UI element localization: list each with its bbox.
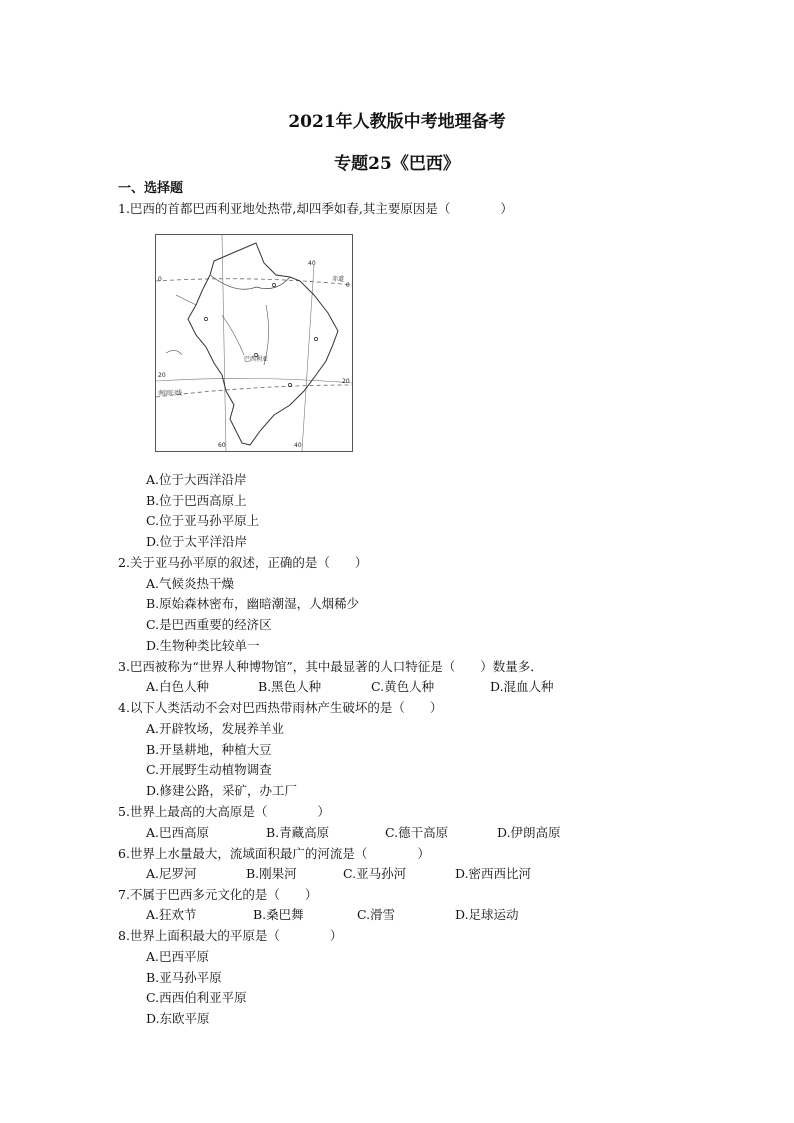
q5-option-a: A.巴西高原	[146, 825, 210, 840]
q4-option-c: C.开展野生动植物调查	[146, 762, 272, 777]
section-heading: 一、选择题	[118, 181, 184, 196]
tick-20-right: 20	[342, 378, 350, 385]
q8-option-a: A.巴西平原	[146, 949, 210, 964]
document-title: 2021年人教版中考地理备考	[288, 112, 506, 132]
document-subtitle: 专题25《巴西》	[334, 154, 460, 174]
q6-option-d: D.密西西比河	[455, 866, 532, 881]
capital-label: 巴西利亚	[244, 356, 269, 363]
question-1-stem: 1.巴西的首都巴西利亚地处热带,却四季如春,其主要原因是（ ）	[118, 201, 513, 216]
q7-option-b: B.桑巴舞	[253, 907, 304, 922]
q1-option-c: C.位于亚马孙平原上	[146, 513, 260, 528]
river-line	[222, 315, 244, 355]
q2-option-b: B.原始森林密布，幽暗潮湿，人烟稀少	[146, 596, 360, 611]
q6-option-a: A.尼罗河	[146, 866, 197, 881]
tropic-line	[156, 385, 352, 397]
q7-option-a: A.狂欢节	[146, 907, 197, 922]
city-marker	[314, 337, 317, 340]
city-marker	[204, 317, 207, 320]
question-7-stem: 7.不属于巴西多元文化的是（ ）	[118, 887, 318, 902]
q8-option-c: C.西西伯利亚平原	[146, 990, 247, 1005]
brazil-map-drawing	[156, 235, 352, 451]
q3-option-b: B.黑色人种	[258, 679, 322, 694]
question-6-stem: 6.世界上水量最大，流域面积最广的河流是（ ）	[118, 846, 430, 861]
q1-option-a: A.位于大西洋沿岸	[146, 472, 247, 487]
q2-option-a: A.气候炎热干燥	[146, 576, 235, 591]
amazon-river	[210, 275, 290, 289]
q5-option-d: D.伊朗高原	[497, 825, 561, 840]
q4-option-d: D.修建公路，采矿，办工厂	[146, 783, 298, 798]
tick-40-top: 40	[308, 260, 316, 267]
brazil-outline	[188, 243, 338, 445]
tick-60: 60	[218, 442, 226, 449]
question-8-stem: 8.世界上面积最大的平原是（ ）	[118, 928, 343, 943]
equator-label: 赤道	[332, 276, 345, 283]
latitude-20-line	[156, 378, 352, 383]
city-marker	[272, 283, 275, 286]
border-line	[176, 295, 196, 305]
border-line	[166, 350, 182, 355]
q7-option-c: C.滑雪	[357, 907, 396, 922]
question-3-stem: 3.巴西被称为“世界人种博物馆”，其中最显著的人口特征是（ ）数量多．	[118, 659, 543, 674]
q3-option-c: C.黄色人种	[371, 679, 435, 694]
q4-option-a: A.开辟牧场，发展养羊业	[146, 721, 285, 736]
q4-option-b: B.开垦耕地，种植大豆	[146, 742, 272, 757]
meridian-60	[222, 235, 226, 451]
q1-option-d: D.位于太平洋沿岸	[146, 534, 248, 549]
equator-line	[156, 279, 352, 285]
tick-40-bottom: 40	[294, 442, 302, 449]
q3-option-d: D.混血人种	[490, 679, 554, 694]
q3-option-a: A.白色人种	[146, 679, 210, 694]
tropic-label: 南回归线	[158, 390, 183, 397]
tick-0-left: 0	[158, 276, 162, 283]
q2-option-c: C.是巴西重要的经济区	[146, 617, 272, 632]
brazil-map	[155, 234, 353, 452]
tick-0-right: 0	[346, 282, 350, 289]
q5-option-b: B.青藏高原	[266, 825, 330, 840]
q8-option-b: B.亚马孙平原	[146, 970, 222, 985]
q5-option-c: C.德干高原	[385, 825, 449, 840]
question-4-stem: 4.以下人类活动不会对巴西热带雨林产生破坏的是（ ）	[118, 700, 443, 715]
q1-option-b: B.位于巴西高原上	[146, 493, 247, 508]
question-5-stem: 5.世界上最高的大高原是（ ）	[118, 804, 330, 819]
q7-option-d: D.足球运动	[455, 907, 519, 922]
tick-20-left: 20	[158, 372, 166, 379]
q8-option-d: D.东欧平原	[146, 1011, 210, 1026]
question-2-stem: 2.关于亚马孙平原的叙述，正确的是（ ）	[118, 555, 368, 570]
q6-option-c: C.亚马孙河	[343, 866, 407, 881]
q2-option-d: D.生物种类比较单一	[146, 638, 260, 653]
q6-option-b: B.刚果河	[246, 866, 297, 881]
